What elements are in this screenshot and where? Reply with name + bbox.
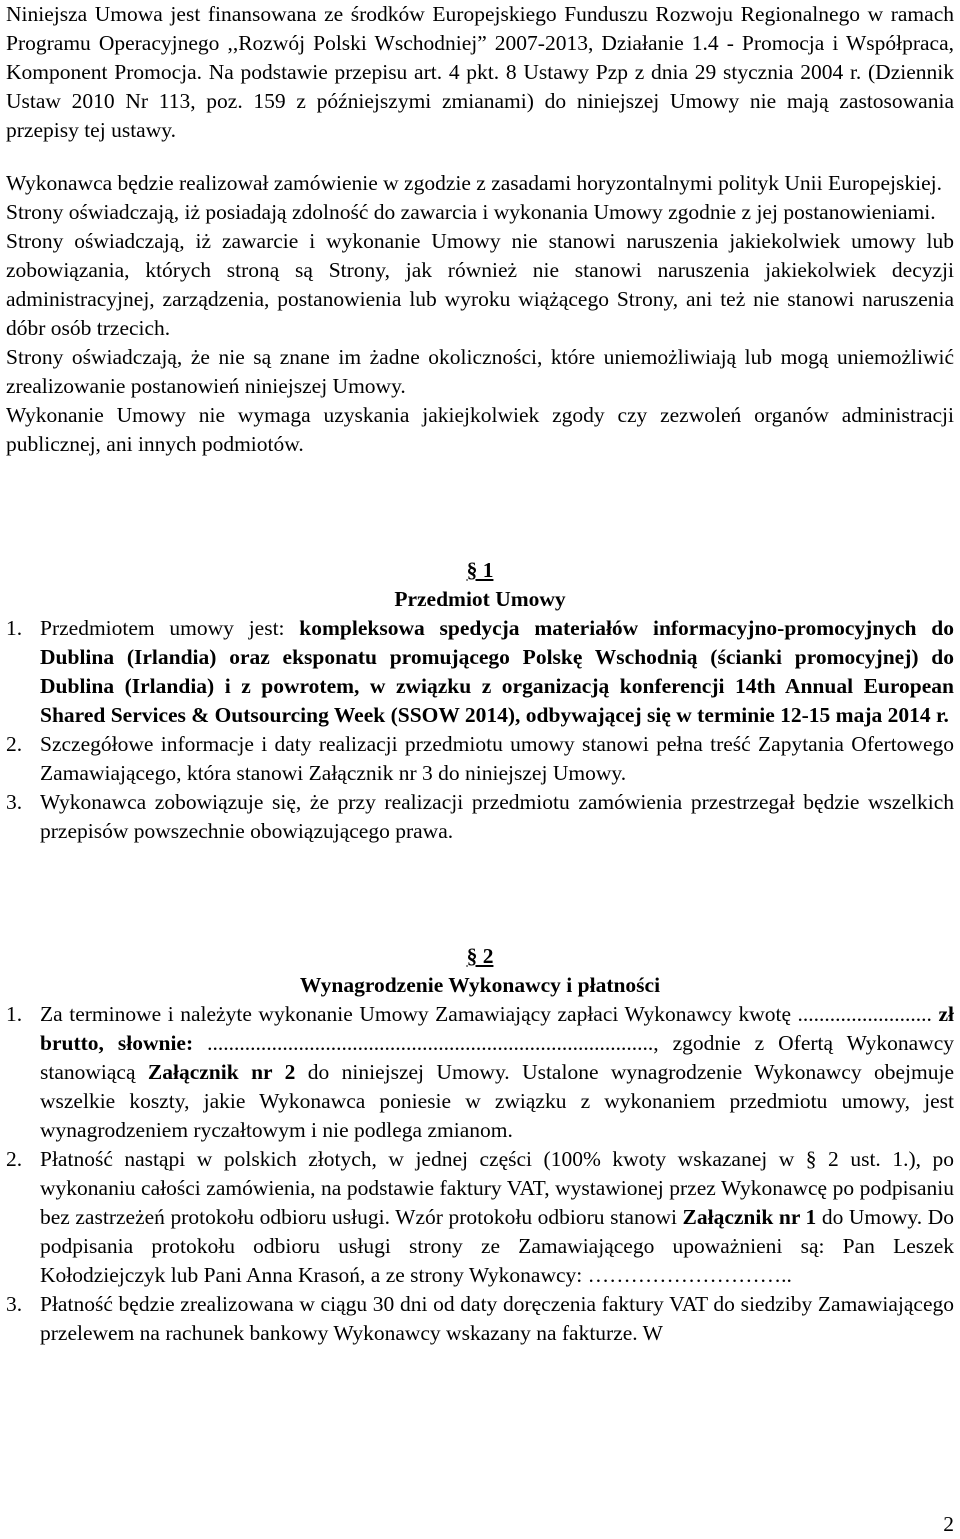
section-1-list [6,614,954,846]
section-2-symbol: § 2 [466,944,494,968]
item-text: Płatność będzie zrealizowana w ciągu 30 dni od daty doręczenia faktury VAT do siedziby Zamawiającego przelewem na rachunek bankowy Wykonawcy wskazany na fakturze. W [40,1292,954,1345]
section-2-item-1 [6,1000,954,1145]
item-text: Wykonawca zobowiązuje się, że przy realizacji przedmiotu zamówienia przestrzegał będzie wszelkich przepisów powszechnie obowiązującego prawa. [40,790,954,843]
section-1-title: Przedmiot Umowy [394,587,566,611]
item-text: Szczegółowe informacje i daty realizacji przedmiotu umowy stanowi pełna treść Zapytania Ofertowego Zamawiającego, która stanowi Załącznik nr 3 do niniejszej Umowy. [40,732,954,785]
list-number: 2. [6,732,23,756]
item-text: do Umowy. Do podpisania protokołu odbioru usługi strony ze Zamawiającego upoważnieni są: Pan Leszek Kołodziejczyk lub Pani Anna Krasoń, a ze strony Wykonawcy: ……………………….. [40,1205,954,1287]
list-number: 1. [6,616,23,640]
section-1-header [6,556,954,614]
section-1-item-2 [6,730,954,788]
section-2-list [6,1000,954,1348]
item-text: Płatność nastąpi w polskich złotych, w jednej części (100% kwoty wskazanej w § 2 ust. 1.), po wykonaniu całości zamówienia, na podstawie faktury VAT, wystawionej przez Wykonawcę po podpisaniu bez zastrzeżeń protokołu odbioru usługi. Wzór protokołu odbioru stanowi [40,1147,954,1229]
item-text: ..................................................................................., zgodnie z Ofertą Wykonawcy stanowiącą [40,1031,955,1084]
intro-paragraph-no-violation: Strony oświadczają, iż zawarcie i wykonanie Umowy nie stanowi naruszenia jakiekolwiek umowy lub zobowiązania, których stroną są Strony, jak również nie stanowi naruszenia jakiekolwiek decyzji administracyjnej, zarządzenia, postanowienia lub wyroku wiążącego Strony, ani też nie stanowi naruszenia dóbr osób trzecich. [6,229,954,340]
intro-paragraph-horizontal-policies: Wykonawca będzie realizował zamówienie w zgodzie z zasadami horyzontalnymi polityk Unii Europejskiej. [6,171,943,195]
section-2-item-2 [6,1145,954,1290]
page-number: 2 [943,1512,954,1536]
item-bold-text: Załącznik nr 2 [147,1060,296,1084]
item-text: do niniejszej Umowy. Ustalone wynagrodzenie Wykonawcy obejmuje wszelkie koszty, jakie Wykonawca poniesie w związku z wykonaniem przedmiotu umowy, jest wynagrodzeniem ryczałtowym i nie podlega zmianom. [40,1060,954,1142]
item-bold-text: zł brutto, słownie: [40,1002,954,1055]
section-1-symbol: § 1 [466,558,494,582]
list-number: 3. [6,790,23,814]
item-bold-text: Załącznik nr 1 [682,1205,817,1229]
section-1-item-3 [6,788,954,846]
section-1-item-1 [6,614,954,730]
intro-paragraph-no-consent-required: Wykonanie Umowy nie wymaga uzyskania jakiejkolwiek zgody czy zezwoleń organów administracji publicznej, ani innych podmiotów. [6,403,954,456]
list-number: 1. [6,1002,23,1026]
list-number: 3. [6,1292,23,1316]
intro-paragraph-no-circumstances: Strony oświadczają, że nie są znane im żadne okoliczności, które uniemożliwiają lub mogą uniemożliwić zrealizowanie postanowień niniejszej Umowy. [6,345,954,398]
document-page [6,0,954,1348]
section-2-item-3 [6,1290,954,1348]
intro-paragraph-funding: Niniejsza Umowa jest finansowana ze środków Europejskiego Funduszu Rozwoju Regionalnego w ramach Programu Operacyjnego ,,Rozwój Polski Wschodniej” 2007-2013, Działanie 1.4 - Promocja i Współpraca, Komponent Promocja. Na podstawie przepisu art. 4 pkt. 8 Ustawy Pzp z dnia 29 stycznia 2004 r. (Dziennik Ustaw 2010 Nr 113, poz. 159 z późniejszymi zmianami) do niniejszej Umowy nie mają zastosowania przepisy tej ustawy. [6,2,954,142]
list-number: 2. [6,1147,23,1171]
section-2-title: Wynagrodzenie Wykonawcy i płatności [299,973,661,997]
item-bold-text: kompleksowa spedycja materiałów informacyjno-promocyjnych do Dublina (Irlandia) oraz eksponatu promującego Polskę Wschodnią (ścianki promocyjnej) do Dublina (Irlandia) i z powrotem, w związku z organizacją konferencji 14th Annual European Shared Services & Outsourcing Week (SSOW 2014), odbywającej się w terminie 12-15 maja 2014 r. [40,616,954,727]
item-text: Za terminowe i należyte wykonanie Umowy Zamawiający zapłaci Wykonawcy kwotę ......................... [40,1002,939,1026]
item-text: Przedmiotem umowy jest: [40,616,300,640]
section-2-header [6,942,954,1000]
intro-paragraph-capacity: Strony oświadczają, iż posiadają zdolność do zawarcia i wykonania Umowy zgodnie z jej postanowieniami. [6,200,936,224]
